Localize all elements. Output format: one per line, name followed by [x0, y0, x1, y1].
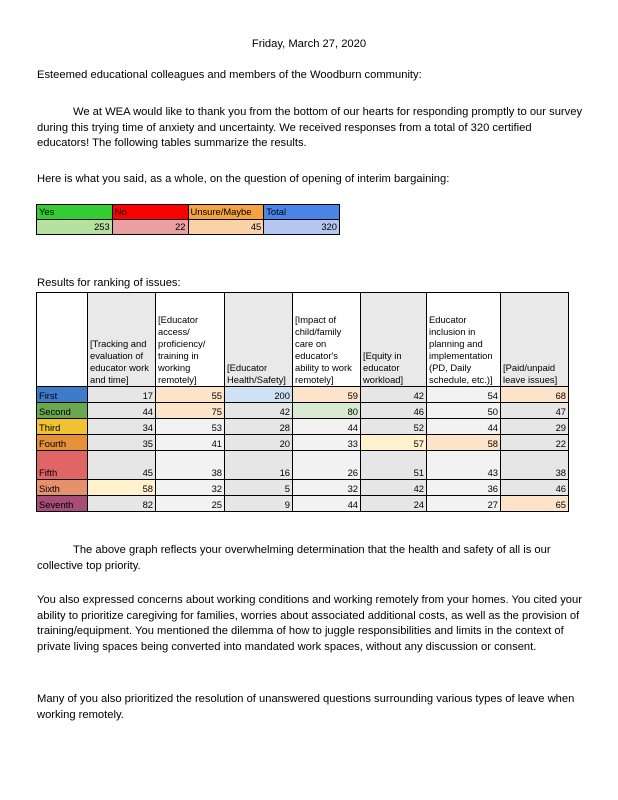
ranking-corner-cell — [37, 293, 88, 387]
ranking-column-header: [Paid/unpaid leave issues] — [501, 293, 569, 387]
ranking-cell: 17 — [88, 387, 156, 403]
ranking-column-header: Educator inclusion in planning and implementation (PD, Daily schedule, etc.)] — [427, 293, 501, 387]
vote-header-unsure: Unsure/Maybe — [188, 205, 264, 220]
ranking-row-label: Second — [37, 403, 88, 419]
ranking-column-header: [Educator access/ proficiency/ training in working remotely] — [156, 293, 225, 387]
ranking-cell: 25 — [156, 496, 225, 512]
ranking-row-label: Fifth — [37, 451, 88, 480]
vote-value-total: 320 — [264, 220, 340, 235]
concerns-paragraph: You also expressed concerns about working conditions and working remotely from your homes. You cited your ability to prioritize caregiving for families, worries about associated additional costs, as well as the provision of training/equipment. You mentioned the dilemma of how to juggle responsibilities and limits in the context of private living spaces being converted into mandated work spaces, without any discussion or consent. — [37, 594, 582, 653]
ranking-cell: 28 — [225, 419, 293, 435]
ranking-column-header: [Tracking and evaluation of educator work and time] — [88, 293, 156, 387]
ranking-cell: 54 — [427, 387, 501, 403]
ranking-cell: 51 — [361, 451, 427, 480]
ranking-cell: 57 — [361, 435, 427, 451]
bargaining-intro: Here is what you said, as a whole, on the question of opening of interim bargaining: — [37, 173, 450, 185]
ranking-cell: 5 — [225, 480, 293, 496]
ranking-cell: 58 — [88, 480, 156, 496]
ranking-row-label: Third — [37, 419, 88, 435]
vote-header-yes: Yes — [37, 205, 113, 220]
ranking-row-label: First — [37, 387, 88, 403]
ranking-cell: 42 — [361, 387, 427, 403]
ranking-cell: 65 — [501, 496, 569, 512]
ranking-cell: 50 — [427, 403, 501, 419]
ranking-column-header: [Impact of child/family care on educator's ability to work remotely] — [293, 293, 361, 387]
ranking-row-label: Seventh — [37, 496, 88, 512]
ranking-cell: 53 — [156, 419, 225, 435]
ranking-cell: 27 — [427, 496, 501, 512]
ranking-cell: 44 — [427, 419, 501, 435]
ranking-cell: 46 — [501, 480, 569, 496]
ranking-cell: 200 — [225, 387, 293, 403]
ranking-cell: 75 — [156, 403, 225, 419]
ranking-cell: 34 — [88, 419, 156, 435]
ranking-cell: 26 — [293, 451, 361, 480]
ranking-cell: 20 — [225, 435, 293, 451]
ranking-title: Results for ranking of issues: — [37, 277, 181, 289]
ranking-row-label: Sixth — [37, 480, 88, 496]
ranking-cell: 24 — [361, 496, 427, 512]
ranking-row-label: Fourth — [37, 435, 88, 451]
ranking-cell: 33 — [293, 435, 361, 451]
ranking-row-second — [37, 403, 569, 419]
vote-value-yes: 253 — [37, 220, 113, 235]
ranking-column-header: [Educator Health/Safety] — [225, 293, 293, 387]
priority-paragraph: The above graph reflects your overwhelming determination that the health and safety of all is our collective top priority. — [37, 544, 551, 572]
ranking-row-sixth — [37, 480, 569, 496]
ranking-table — [36, 292, 569, 512]
ranking-cell: 16 — [225, 451, 293, 480]
letter-date: Friday, March 27, 2020 — [251, 38, 367, 50]
ranking-cell: 36 — [427, 480, 501, 496]
ranking-cell: 68 — [501, 387, 569, 403]
ranking-cell: 43 — [427, 451, 501, 480]
ranking-cell: 44 — [293, 496, 361, 512]
ranking-cell: 38 — [501, 451, 569, 480]
ranking-row-first — [37, 387, 569, 403]
ranking-cell: 55 — [156, 387, 225, 403]
ranking-cell: 32 — [156, 480, 225, 496]
ranking-cell: 42 — [225, 403, 293, 419]
ranking-column-header: [Equity in educator workload] — [361, 293, 427, 387]
salutation: Esteemed educational colleagues and members of the Woodburn community: — [37, 69, 422, 81]
ranking-cell: 80 — [293, 403, 361, 419]
ranking-cell: 45 — [88, 451, 156, 480]
ranking-cell: 44 — [293, 419, 361, 435]
vote-header-no: No — [112, 205, 188, 220]
leave-paragraph: Many of you also prioritized the resolution of unanswered questions surrounding various types of leave when working remotely. — [37, 693, 575, 721]
ranking-cell: 59 — [293, 387, 361, 403]
ranking-cell: 47 — [501, 403, 569, 419]
vote-header-total: Total — [264, 205, 340, 220]
ranking-cell: 32 — [293, 480, 361, 496]
ranking-row-fifth — [37, 451, 569, 480]
ranking-cell: 52 — [361, 419, 427, 435]
intro-paragraph: We at WEA would like to thank you from the bottom of our hearts for responding promptly to our survey during this trying time of anxiety and uncertainty. We received responses from a total of 320 certified educators! The following tables summarize the results. — [37, 106, 583, 149]
ranking-cell: 29 — [501, 419, 569, 435]
bargaining-vote-table — [36, 204, 340, 235]
ranking-cell: 35 — [88, 435, 156, 451]
ranking-cell: 22 — [501, 435, 569, 451]
ranking-row-fourth — [37, 435, 569, 451]
ranking-row-seventh — [37, 496, 569, 512]
ranking-cell: 42 — [361, 480, 427, 496]
ranking-cell: 41 — [156, 435, 225, 451]
vote-value-unsure: 45 — [188, 220, 264, 235]
ranking-cell: 46 — [361, 403, 427, 419]
ranking-row-third — [37, 419, 569, 435]
ranking-cell: 38 — [156, 451, 225, 480]
ranking-cell: 82 — [88, 496, 156, 512]
ranking-cell: 58 — [427, 435, 501, 451]
vote-value-no: 22 — [112, 220, 188, 235]
ranking-cell: 44 — [88, 403, 156, 419]
ranking-cell: 9 — [225, 496, 293, 512]
